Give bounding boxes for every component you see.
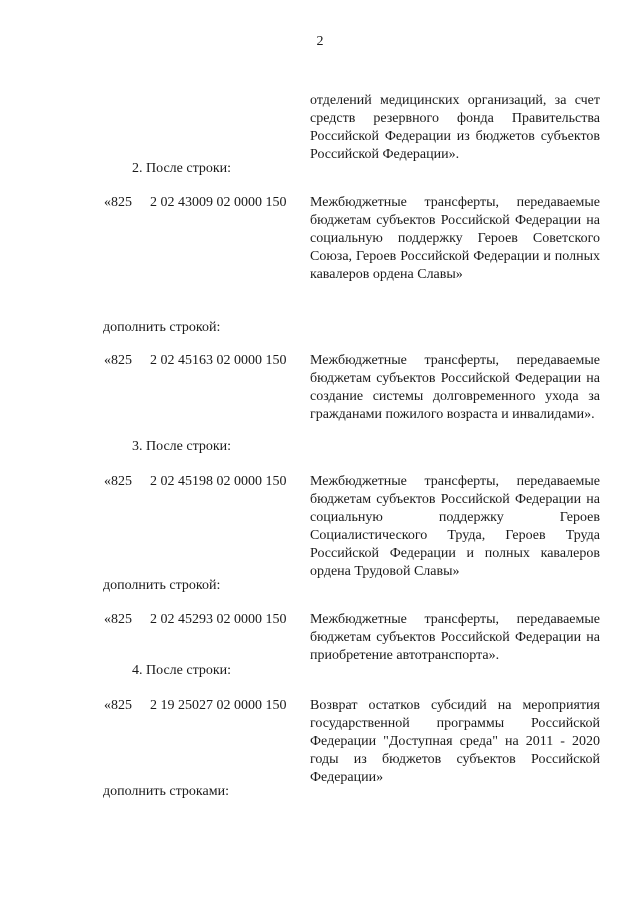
row-admin-code: «825: [104, 353, 132, 368]
row-budget-code: 2 19 25027 02 0000 150: [150, 698, 287, 713]
step-3-label: 3. После строки:: [132, 439, 232, 454]
page-number: 2: [316, 34, 324, 49]
row-budget-code: 2 02 43009 02 0000 150: [150, 195, 287, 210]
supplement-label: дополнить строкой:: [103, 578, 221, 593]
supplement-label: дополнить строкой:: [103, 320, 221, 335]
row-description: Межбюджетные трансферты, передаваемые бюджетам субъектов Российской Федерации на создание системы долговременного ухода за гражданами пожилого возраста и инвалидами».: [310, 353, 600, 422]
step-4-label: 4. После строки:: [132, 663, 232, 678]
row-admin-code: «825: [104, 195, 132, 210]
row-budget-code: 2 02 45293 02 0000 150: [150, 612, 287, 627]
row-description: Межбюджетные трансферты, передаваемые бюджетам субъектов Российской Федерации на социальную поддержку Героев Социалистического Труда, Героев Труда Российской Федерации и полных кавалеров ордена Трудовой Славы»: [310, 474, 600, 579]
row-admin-code: «825: [104, 698, 132, 713]
row-admin-code: «825: [104, 612, 132, 627]
intro-fragment: отделений медицинских организаций, за счет средств резервного фонда Правительства Российской Федерации из бюджетов субъектов Российской Федерации».: [310, 93, 600, 162]
row-admin-code: «825: [104, 474, 132, 489]
row-description: Межбюджетные трансферты, передаваемые бюджетам субъектов Российской Федерации на социальную поддержку Героев Советского Союза, Героев Российской Федерации и полных кавалеров ордена Славы»: [310, 195, 600, 282]
supplement-label: дополнить строками:: [103, 784, 229, 799]
row-budget-code: 2 02 45198 02 0000 150: [150, 474, 287, 489]
step-2-label: 2. После строки:: [132, 161, 232, 176]
row-description: Межбюджетные трансферты, передаваемые бюджетам субъектов Российской Федерации на приобретение автотранспорта».: [310, 612, 600, 663]
row-description: Возврат остатков субсидий на мероприятия государственной программы Российской Федерации "Доступная среда" на 2011 - 2020 годы из бюджетов субъектов Российской Федерации»: [310, 698, 600, 785]
row-budget-code: 2 02 45163 02 0000 150: [150, 353, 287, 368]
